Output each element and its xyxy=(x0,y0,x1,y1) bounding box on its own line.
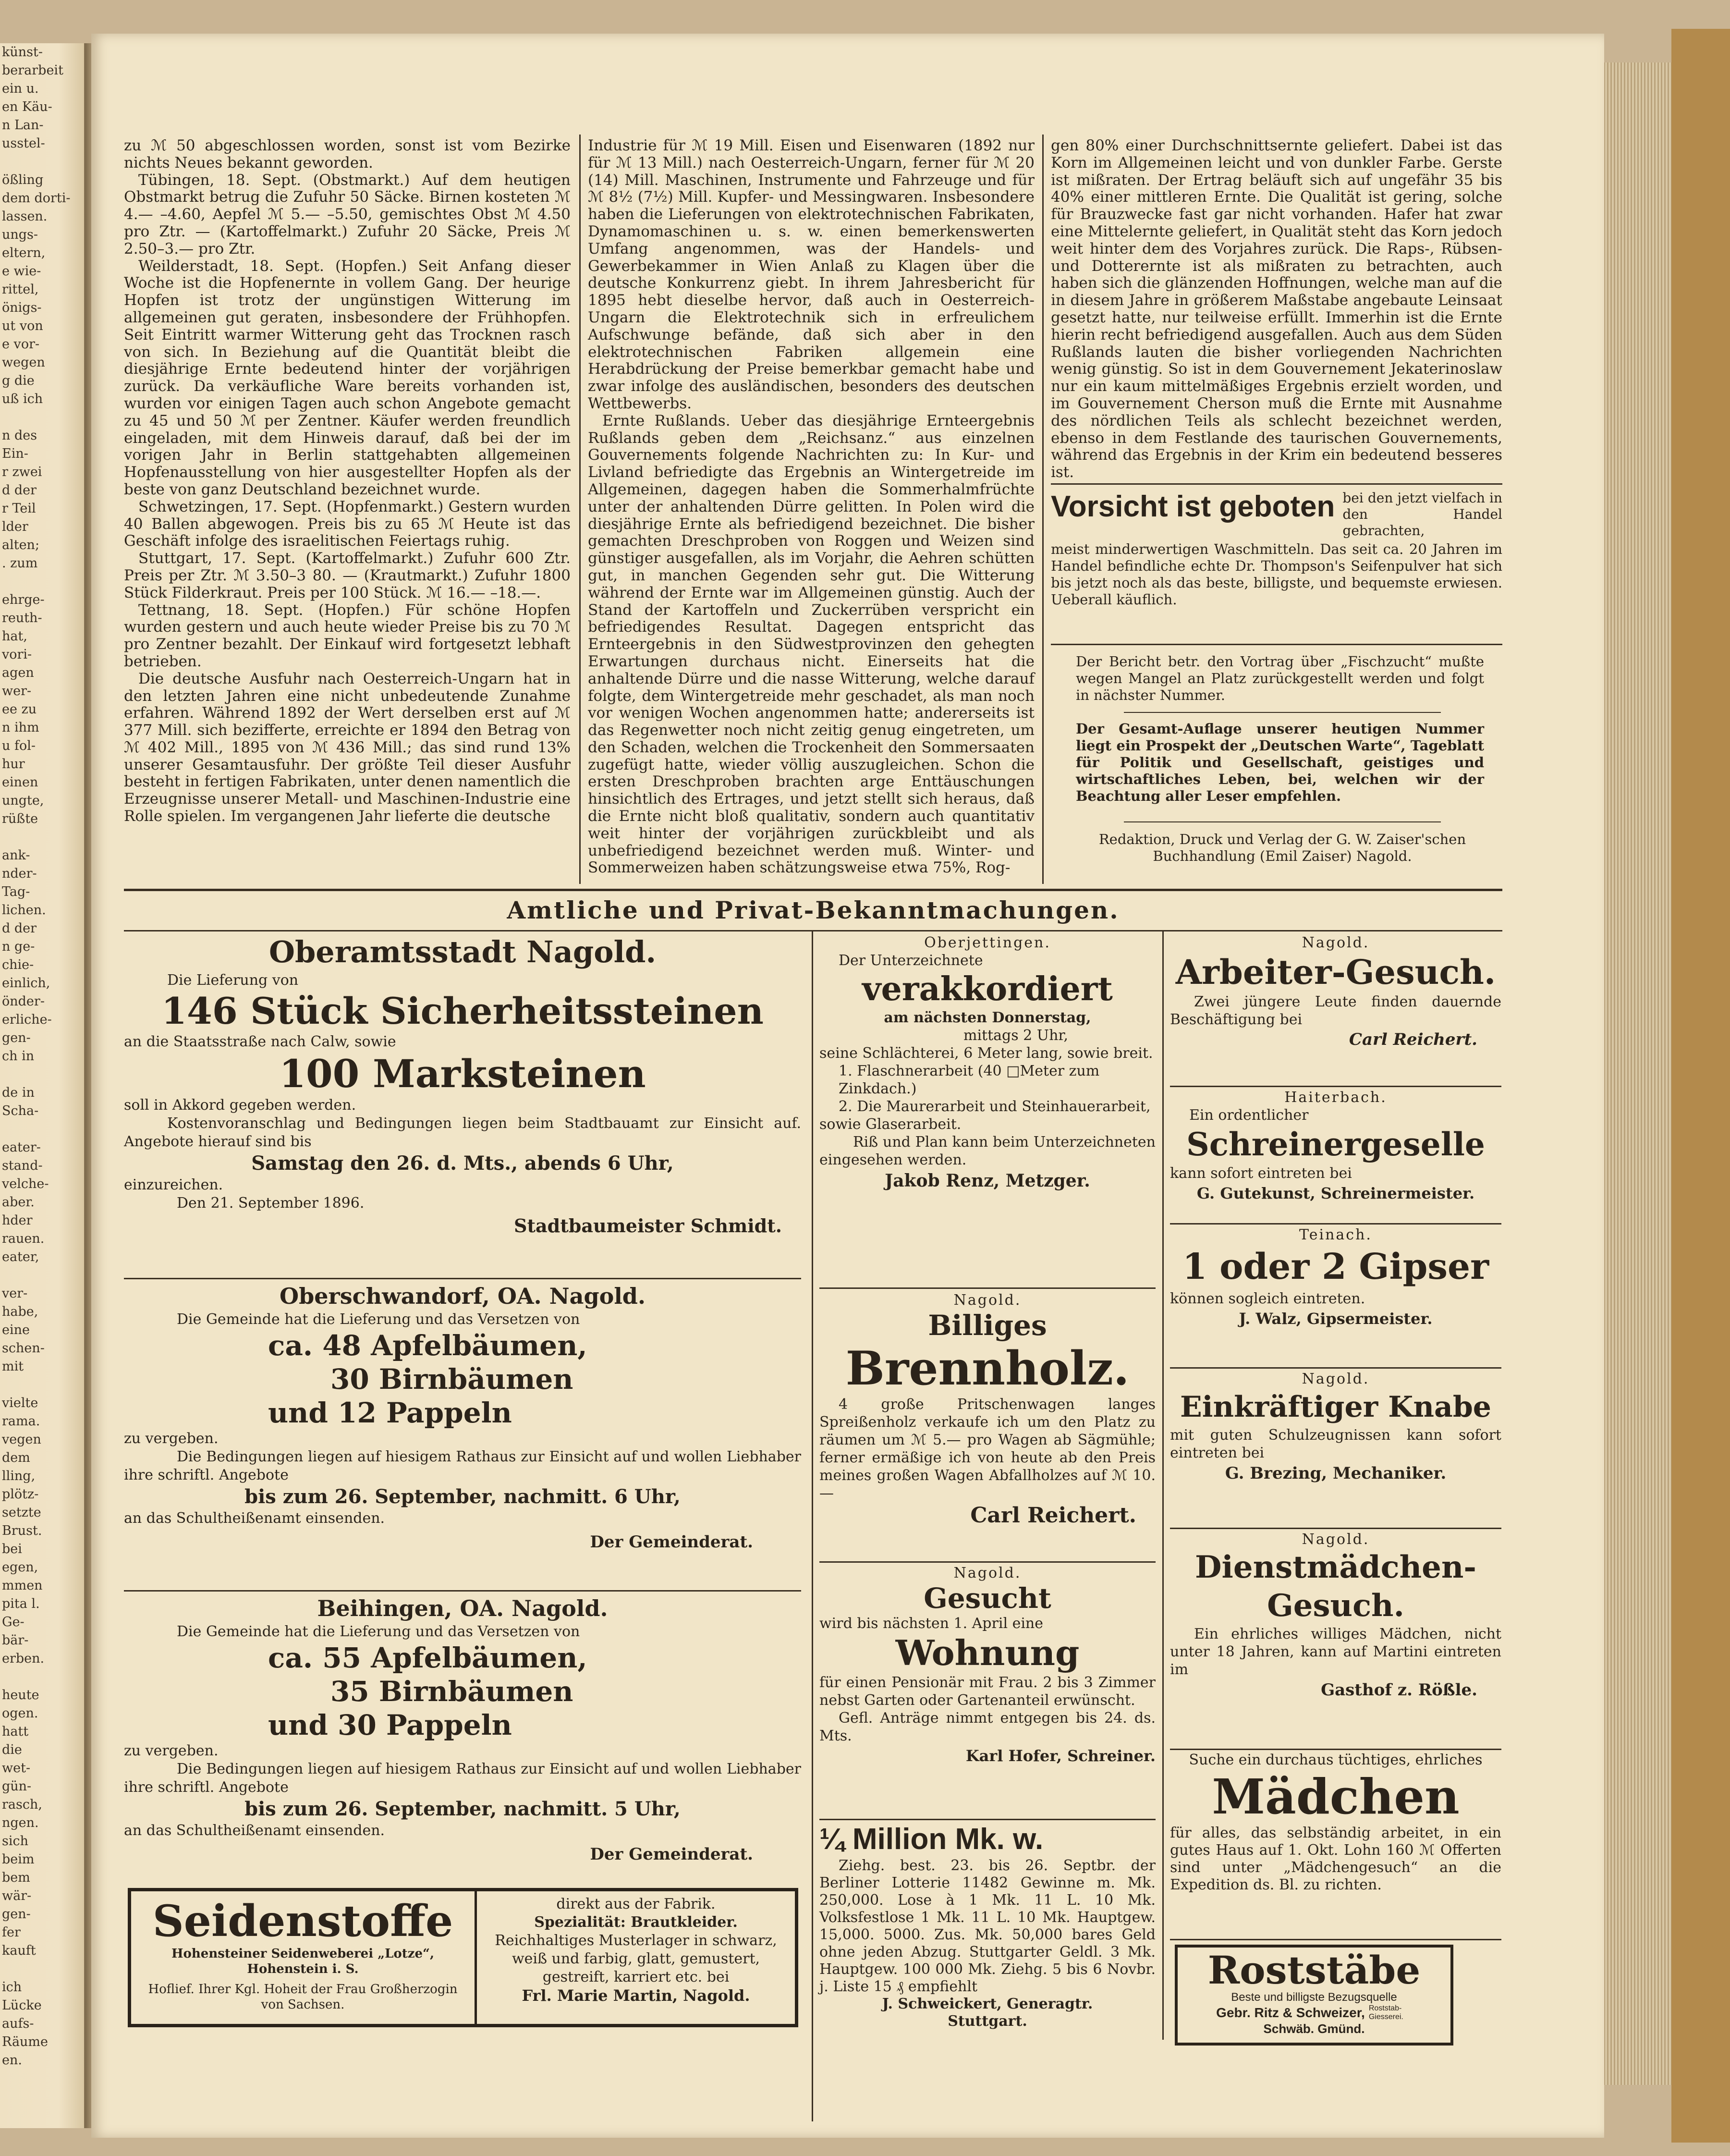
left-page-text-fragment: ee zu xyxy=(2,702,37,717)
ad-beihingen xyxy=(124,1594,801,1869)
section-header: Amtliche und Privat-Bekanntmachungen. xyxy=(507,896,1120,924)
ad-line: Die Lieferung von xyxy=(167,972,299,989)
left-page-text-fragment: eltern, xyxy=(2,245,46,260)
divider xyxy=(1051,644,1502,645)
left-page-text-fragment: beim xyxy=(2,1852,35,1867)
ad-brennholz xyxy=(819,1291,1156,1529)
ad-body: 4 große Pritschenwagen langes Spreißenholz verkaufe ich um den Platz zu räumen um ℳ 5.— pro Wagen ab Sägmühle; ferner ermäßige ich von heute ab den Preis meines großen Wagen Abfallholzes auf ℳ 10.— xyxy=(819,1396,1156,1502)
ad-line: mittags 2 Uhr, xyxy=(963,1027,1068,1044)
ad-line: zu vergeben. xyxy=(124,1742,219,1759)
ad-line: Spezialität: Brautkleider. xyxy=(534,1914,738,1931)
ad-signature: Karl Hofer, Schreiner. xyxy=(965,1747,1156,1765)
ad-place: Oberjettingen. xyxy=(924,934,1051,951)
left-page-text-fragment: gen- xyxy=(2,1030,31,1045)
divider xyxy=(1124,712,1441,713)
ad-dienstmaedchen xyxy=(1170,1531,1501,1702)
ad-line: Roststab-Giesserei. xyxy=(1368,2004,1403,2021)
left-page-text-fragment: erliche- xyxy=(2,1012,52,1027)
vorsicht-side-text: bei den jetzt vielfach in den Handel gebrachten, xyxy=(1342,490,1502,539)
left-page-text-fragment: habe, xyxy=(2,1304,38,1319)
left-page-text-fragment: Räume xyxy=(2,2034,49,2049)
ad-line: an die Staatsstraße nach Calw, sowie xyxy=(124,1033,396,1050)
ad-signature: J. Schweickert, Generagtr. xyxy=(882,1996,1093,2012)
ad-line: einzureichen. xyxy=(124,1176,223,1193)
ad-oberjettingen xyxy=(819,934,1156,1193)
left-page-text-fragment: nder- xyxy=(2,866,37,881)
left-page-text-fragment: Tag- xyxy=(2,884,30,899)
left-page-text-fragment: eine xyxy=(2,1323,30,1337)
left-page-text-fragment: rittel, xyxy=(2,282,39,297)
left-page-text-fragment: bär- xyxy=(2,1633,29,1648)
article-paragraph: zu ℳ 50 abgeschlossen worden, sonst ist vom Bezirke nichts Neues bekannt geworden. xyxy=(124,137,571,172)
left-page-text-fragment: hat, xyxy=(2,629,27,644)
ad-line: sowie Glaserarbeit. xyxy=(819,1116,962,1133)
ad-line: Frl. Marie Martin, Nagold. xyxy=(522,1986,750,2005)
ad-headline: Wohnung xyxy=(895,1632,1080,1673)
left-page-text-fragment: de in xyxy=(2,1085,35,1100)
left-page-text-fragment xyxy=(0,1120,84,1139)
left-page-text-fragment: wär- xyxy=(2,1888,32,1903)
left-page-text-fragment: lassen. xyxy=(2,209,48,224)
article-paragraph: gen 80% einer Durchschnittsernte geliefert. Dabei ist das Korn im Allgemeinen leicht und von dunkler Farbe. Gerste ist mißraten. Der Ertrag beläuft sich auf ungefähr 35 bis 40% einer mittleren Ernte. Die Qualität ist gering, solche für Brauzwecke fast gar nicht vorhanden. Hafer hat zwar eine Mittelernte geliefert, in Qualität steht das Korn jedoch weit hinter dem des Vorjahres zurück. Die Raps-, Rübsen- und Dotterernte ist als mißraten zu betrachten, auch haben sich die glänzenden Hoffnungen, welche man auf die in diesem Jahre in größerem Maßstabe angebaute Leinsaat gesetzt hatte, nur teilweise erfüllt. Immerhin ist die Ernte hierin recht befriedigend ausgefallen. Auch aus dem Süden Rußlands lauten die bisher vorliegenden Nachrichten wenig günstig. So ist in dem Gouvernement Jekaterinoslaw nur ein kaum mittelmäßiges Ergebnis erzielt worden, und im Gouvernement Cherson muß die Ernte mit Ausnahme des nördlichen Teils als schlecht bezeichnet werden, ebenso in dem Festlande des taurischen Gouvernements, während das Ergebnis in der Krim ein bedeutend besseres ist. xyxy=(1051,137,1502,481)
ad-deadline: bis zum 26. September, nachmitt. 5 Uhr, xyxy=(244,1798,681,1820)
left-page-text-fragment: vori- xyxy=(2,647,32,662)
ad-signature: G. Brezing, Mechaniker. xyxy=(1225,1464,1447,1483)
ad-divider xyxy=(1170,1367,1501,1369)
left-page-text-fragment: e wie- xyxy=(2,264,41,279)
ad-place: Nagold. xyxy=(953,1565,1022,1581)
left-page-text-fragment: n ge- xyxy=(2,939,35,954)
ad-line: an das Schultheißenamt einsenden. xyxy=(124,1510,385,1527)
left-page-text-fragment xyxy=(0,1376,84,1394)
ad-line: soll in Akkord gegeben werden. xyxy=(124,1097,356,1114)
ad-divider xyxy=(1170,1223,1501,1225)
ad-title: Gesuch. xyxy=(1267,1588,1404,1624)
ad-headline: und 30 Pappeln xyxy=(268,1709,512,1741)
ad-line: direkt aus der Fabrik. xyxy=(556,1896,716,1912)
prospekt-notice: Der Gesamt-Auflage unserer heutigen Nummer liegt ein Prospekt der „Deutschen Warte“, Tageblatt für Politik und Gesellschaft, geistiges und wirtschaftliches Leben, bei, welchen wir der Beachtung aller Leser empfehlen. xyxy=(1076,721,1484,804)
left-page-text-fragment: Lücke xyxy=(2,1998,42,2013)
ad-line: Gebr. Ritz & Schweizer, xyxy=(1216,2005,1365,2020)
left-page-text-fragment: en. xyxy=(2,2053,22,2068)
ad-maedchen xyxy=(1170,1752,1501,1894)
ad-line: Riß und Plan kann beim Unterzeichneten eingesehen werden. xyxy=(819,1134,1156,1168)
ad-title: Billiges xyxy=(928,1309,1047,1342)
ad-line: Ein ordentlicher xyxy=(1189,1107,1309,1124)
text-column-3 xyxy=(1051,137,1502,481)
column-divider xyxy=(1042,135,1044,884)
left-page-text-fragment: dem xyxy=(2,1450,30,1465)
left-page-text-fragment: d der xyxy=(2,483,37,498)
left-page-text-fragment: eater- xyxy=(2,1140,41,1155)
left-page-fragment xyxy=(0,43,84,2128)
left-page-text-fragment: eater, xyxy=(2,1250,39,1264)
ads-divider xyxy=(1162,930,1164,2040)
left-page-text-fragment: d der xyxy=(2,921,37,936)
left-page-text-fragment: künst- xyxy=(2,45,43,60)
ad-signature: Gasthof z. Rößle. xyxy=(1321,1680,1477,1700)
left-page-text-fragment: wer- xyxy=(2,684,32,698)
left-page-text-fragment: n des xyxy=(2,428,37,443)
left-page-text-fragment: n Lan- xyxy=(2,118,44,133)
ad-place: Nagold. xyxy=(1302,1371,1370,1387)
ad-deadline: Samstag den 26. d. Mts., abends 6 Uhr, xyxy=(251,1152,674,1175)
left-page-text-fragment: vegen xyxy=(2,1432,41,1447)
ad-signature: Der Gemeinderat. xyxy=(590,1845,753,1864)
article-paragraph: Ernte Rußlands. Ueber das diesjährige Ernteergebnis Rußlands geben dem „Reichsanz.“ aus einzelnen Gouvernements folgende Nachrichten zu: In Kur- und Livland befriedigte das Ergebnis an Wintergetreide im Allgemeinen, dagegen haben die Sommerhalmfrüchte unter der anhaltenden Dürre gelitten. In Polen wird die diesjährige Ernte als befriedigend bezeichnet. Die bisher gemachten Dreschproben von Roggen und Weizen sind günstiger ausgefallen, als im Vorjahr, die Aehren schütten gut, in manchen Gegenden sehr gut. Die Witterung während der Ernte war im Allgemeinen günstig. Auch der Stand der Kartoffeln und Zuckerrüben verspricht ein befriedigendes Resultat. Dagegen entspricht das Ernteergebnis in den Südwestprovinzen den gehegten Erwartungen durchaus nicht. Einerseits hat die anhaltende Dürre und die nasse Witterung, welche darauf folgte, dem Wintergetreide mehr geschadet, als man noch vor wenigen Wochen angenommen hatte; andererseits ist das Regenwetter noch nicht zeitig genug eingetreten, um den Schaden, welchen die Trockenheit den Sommersaaten zugefügt hatte, wieder völlig auszugleichen. Schon die ersten Dreschproben brachten arge Enttäuschungen hinsichtlich des Ertrages, und jetzt stellt sich heraus, daß die Ernte nicht bloß qualitativ, sondern auch quantitativ weit hinter der vorjährigen zurückbleibt und als unbefriedigend bezeichnet werden muß. Winter- und Sommerweizen haben schätzungsweise etwa 75%, Rog- xyxy=(588,412,1035,877)
left-page-text-fragment: ich xyxy=(2,1980,22,1995)
vorsicht-notice xyxy=(1051,490,1502,608)
ad-line: an das Schultheißenamt einsenden. xyxy=(124,1822,385,1839)
ad-list-item: 1. Flaschnerarbeit (40 □Meter zum Zinkdach.) xyxy=(839,1063,1100,1097)
ad-title: Beihingen, OA. Nagold. xyxy=(317,1595,608,1621)
ad-line: Hohensteiner Seidenweberei „Lotze“, xyxy=(171,1947,435,1961)
article-paragraph: Stuttgart, 17. Sept. (Kartoffelmarkt.) Zufuhr 600 Ztr. Preis per Ztr. ℳ 3.50–3 80. — (Krautmarkt.) Zufuhr 1800 Stück Filderkraut. Preis per 100 Stück. ℳ 16.— –18.—. xyxy=(124,550,571,601)
left-page-text-fragment: gün- xyxy=(2,1779,32,1794)
ad-signature: J. Walz, Gipsermeister. xyxy=(1239,1310,1433,1328)
ad-body: Ziehg. best. 23. bis 26. Septbr. der Berliner Lotterie 11482 Gewinne m. Mk. 250,000. Lose à 1 Mk. 11 L. 10 Mk. Volksfestlose 1 Mk. 11 L. 10 Mk. Hauptgew. 15,000. 5000. Zus. Mk. 50,000 bares Geld ohne jeden Abzug. Stuttgarter Geldl. 3 Mk. Hauptgew. 100 000 Mk. Ziehg. 5 bis 6 Novbr. j. Liste 15 ₰ empfiehlt xyxy=(819,1857,1156,1995)
left-page-text-fragment: ogen. xyxy=(2,1706,38,1721)
left-page-text-fragment: Scha- xyxy=(2,1103,39,1118)
ad-headline: und 12 Pappeln xyxy=(268,1396,512,1429)
article-paragraph: Tettnang, 18. Sept. (Hopfen.) Für schöne Hopfen wurden gestern und auch heute wieder Preise bis zu 70 ℳ pro Zentner bezahlt. Der Einkauf wird fortgesetzt lebhaft betrieben. xyxy=(124,601,571,670)
ad-divider xyxy=(1170,1749,1501,1750)
left-page-text-fragment: lder xyxy=(2,519,28,534)
left-page-text-fragment: setzte xyxy=(2,1505,41,1520)
article-paragraph: Tübingen, 18. Sept. (Obstmarkt.) Auf dem heutigen Obstmarkt betrug die Zufuhr 50 Säcke. Birnen kosteten ℳ 4.— –4.60, Aepfel ℳ 5.— –5.50, gemischtes Obst ℳ 4.50 pro Ztr. — (Kartoffelmarkt.) Zufuhr 20 Säcke, Preis ℳ 2.50–3.— pro Ztr. xyxy=(124,171,571,257)
ad-date: Den 21. September 1896. xyxy=(177,1195,365,1212)
left-page-text-fragment xyxy=(0,573,84,591)
ad-line: Beste und billigste Bezugsquelle xyxy=(1231,1991,1397,2004)
left-page-text-fragment: lling, xyxy=(2,1469,36,1483)
ad-schreiner xyxy=(1170,1089,1501,1204)
left-page-text-fragment: önigs- xyxy=(2,300,42,315)
left-page-text-fragment: berarbeit xyxy=(2,63,63,78)
ad-gipser xyxy=(1170,1226,1501,1330)
ad-title: Roststäbe xyxy=(1207,1948,1421,1993)
ad-place: Nagold. xyxy=(1302,934,1370,951)
ad-signature: Stuttgart. xyxy=(948,2013,1027,2030)
ad-divider xyxy=(1170,1528,1501,1529)
left-page-text-fragment: heute xyxy=(2,1688,39,1703)
left-page-text-fragment: ungs- xyxy=(2,227,38,242)
left-page-text-fragment: schen- xyxy=(2,1341,45,1356)
left-page-text-fragment: einlich, xyxy=(2,976,50,991)
ad-body: für einen Pensionär mit Frau. 2 bis 3 Zimmer nebst Garten oder Gartenanteil erwünscht. xyxy=(819,1674,1156,1709)
ad-signature: Stadtbaumeister Schmidt. xyxy=(514,1215,782,1237)
left-page-text-fragment: wet- xyxy=(2,1761,31,1776)
ad-title: Schreinergeselle xyxy=(1186,1126,1485,1163)
left-page-text-fragment: aufs- xyxy=(2,2016,34,2031)
left-page-text-fragment: rauen. xyxy=(2,1231,45,1246)
ad-line: Hohenstein i. S. xyxy=(247,1962,359,1976)
divider xyxy=(1124,821,1441,822)
left-page-text-fragment: e vor- xyxy=(2,337,40,352)
left-page-text-fragment: Ge- xyxy=(2,1615,24,1629)
ad-line: Hoflief. Ihrer Kgl. Hoheit der Frau Großherzogin von Sachsen. xyxy=(148,1982,458,2012)
ad-line: Der Unterzeichnete xyxy=(839,952,983,969)
left-page-text-fragment: alten; xyxy=(2,538,40,552)
left-page-text-fragment: n ihm xyxy=(2,720,39,735)
left-page-text-fragment: hder xyxy=(2,1213,33,1228)
ad-divider xyxy=(124,1590,801,1592)
ad-title: 1 oder 2 Gipser xyxy=(1182,1246,1489,1287)
ad-body: für alles, das selbständig arbeitet, in ein gutes Haus auf 1. Okt. Lohn 160 ℳ Offerten sind unter „Mädchengesuch“ an die Expedition ds. Bl. zu richten. xyxy=(1170,1825,1501,1893)
ad-headline: ca. 55 Apfelbäumen, xyxy=(268,1642,587,1674)
left-page-text-fragment: ver- xyxy=(2,1286,28,1301)
left-page-text-fragment: Ein- xyxy=(2,446,28,461)
ad-title: verakkordiert xyxy=(862,970,1113,1008)
ad-line: Reichhaltiges Musterlager in schwarz, weiß und farbig, glatt, gemustert, gestreift, karriert etc. bei xyxy=(495,1932,777,1985)
ad-line: am nächsten Donnerstag, xyxy=(884,1009,1091,1026)
left-page-text-fragment: ut von xyxy=(2,318,43,333)
left-page-text-fragment: rüßte xyxy=(2,811,38,826)
ad-signature: Jakob Renz, Metzger. xyxy=(885,1171,1090,1191)
ad-title: Arbeiter-Gesuch. xyxy=(1175,952,1496,992)
article-paragraph: Industrie für ℳ 19 Mill. Eisen und Eisenwaren (1892 nur für ℳ 13 Mill.) nach Oesterreich-Ungarn, ferner für ℳ 20 (14) Mill. Maschinen, Instrumente und Fahrzeuge und für ℳ 8½ (7½) Mill. Kupfer- und Messingwaren. Insbesondere haben die Lieferungen von elektrotechnischen Fabrikaten, Dynamomaschinen u. s. w. einen bemerkenswerten Umfang angenommen, was der Handels- und Gewerbekammer in Wien Anlaß zu Klagen über die deutsche Konkurrenz giebt. In ihrem Jahresbericht für 1895 hebt dieselbe hervor, daß auch in Oesterreich-Ungarn die Elektrotechnik sich in erfreulichem Aufschwunge befände, daß sich aber in den elektrotechnischen Fabriken allgemein eine Herabdrückung der Preise bemerkbar gemacht habe und zwar infolge des ausländischen, besonders des deutschen Wettbewerbs. xyxy=(588,137,1035,412)
ad-divider xyxy=(1170,1939,1501,1940)
left-page-text-fragment: usstel- xyxy=(2,136,45,151)
left-page-text-fragment xyxy=(0,153,84,171)
ad-divider xyxy=(819,1287,1156,1289)
left-page-text-fragment: mit xyxy=(2,1359,24,1374)
ad-signature: Carl Reichert. xyxy=(1349,1030,1477,1049)
ad-title: Gesucht xyxy=(924,1582,1051,1615)
left-page-text-fragment: stand- xyxy=(2,1158,43,1173)
left-page-text-fragment: ein u. xyxy=(2,81,39,96)
left-page-text-fragment: ehrge- xyxy=(2,592,45,607)
article-paragraph: Die deutsche Ausfuhr nach Oesterreich-Ungarn hat in den letzten Jahren eine nicht unbedeutende Zunahme erfahren. Während 1892 der Wert derselben erst auf ℳ 377 Mill. sich bezifferte, erreichte er 1894 den Betrag von ℳ 402 Mill., 1895 von ℳ 436 Mill.; das sind rund 13% unserer Gesamtausfuhr. Der größte Teil dieser Ausfuhr besteht in fertigen Fabrikaten, unter denen namentlich die Erzeugnisse unserer Metall- und Maschinen-Industrie eine Rolle spielen. Im vergangenen Jahr lieferte die deutsche xyxy=(124,670,571,825)
left-page-text-fragment: ch in xyxy=(2,1049,35,1064)
ad-line: seine Schlächterei, 6 Meter lang, sowie breit. xyxy=(819,1045,1153,1062)
divider xyxy=(1051,483,1502,485)
ad-place: Nagold. xyxy=(1302,1531,1370,1548)
ad-deadline: bis zum 26. September, nachmitt. 6 Uhr, xyxy=(244,1485,681,1508)
ad-headline: 35 Birnbäumen xyxy=(330,1675,573,1708)
ad-divider xyxy=(1170,1086,1501,1087)
left-page-text-fragment: kauft xyxy=(2,1943,36,1958)
left-page-text-fragment: u fol- xyxy=(2,738,36,753)
vorsicht-heading: Vorsicht ist geboten xyxy=(1051,490,1335,523)
left-page-text-fragment: ößling xyxy=(2,172,44,187)
ad-wohnung xyxy=(819,1564,1156,1767)
ad-title: Einkräftiger Knabe xyxy=(1180,1390,1491,1424)
ad-oberamtsstadt xyxy=(124,933,801,1239)
ad-body: Zwei jüngere Leute finden dauernde Beschäftigung bei xyxy=(1170,993,1501,1028)
left-page-text-fragment: lichen. xyxy=(2,903,46,918)
left-page-text-fragment: rasch, xyxy=(2,1797,42,1812)
left-page-text-fragment: reuth- xyxy=(2,611,42,625)
ad-knabe xyxy=(1170,1370,1501,1485)
ad-list-item: 2. Die Maurerarbeit und Steinhauerarbeit, xyxy=(839,1098,1151,1115)
left-page-text-fragment: önder- xyxy=(2,994,45,1009)
ad-headline: 30 Birnbäumen xyxy=(330,1363,573,1396)
left-page-text-fragment: g die xyxy=(2,373,35,388)
left-page-text-fragment: aber. xyxy=(2,1195,35,1210)
left-page-text-fragment: rama. xyxy=(2,1414,40,1429)
left-page-text-fragment: ungte, xyxy=(2,793,44,808)
ad-oberschwandorf xyxy=(124,1282,801,1556)
left-page-text-fragment: bem xyxy=(2,1870,30,1885)
ad-line: Kostenvoranschlag und Bedingungen liegen beim Stadtbauamt zur Einsicht auf. Angebote hierauf sind bis xyxy=(124,1115,801,1150)
section-rule-top xyxy=(124,889,1502,891)
left-page-text-fragment: en Käu- xyxy=(2,99,52,114)
impressum: Redaktion, Druck und Verlag der G. W. Zaiser'schen Buchhandlung (Emil Zaiser) Nagold. xyxy=(1098,831,1466,864)
left-page-text-fragment: r Teil xyxy=(2,501,36,516)
left-page-text-fragment: egen, xyxy=(2,1560,38,1575)
left-page-text-fragment: ank- xyxy=(2,848,30,863)
left-page-text-fragment: einen xyxy=(2,775,38,790)
left-page-text-fragment: die xyxy=(2,1742,22,1757)
ad-place: Teinach. xyxy=(1299,1226,1372,1243)
left-page-text-fragment: velche- xyxy=(2,1176,49,1191)
left-page-text-fragment: agen xyxy=(2,665,34,680)
left-page-text-fragment xyxy=(0,1066,84,1084)
ad-line: wird bis nächsten 1. April eine xyxy=(819,1615,1043,1632)
ad-line: Die Bedingungen liegen auf hiesigem Rathaus zur Einsicht auf und wollen Liebhaber ihre schriftl. Angebote xyxy=(124,1448,801,1483)
ad-line: Die Gemeinde hat die Lieferung und das Versetzen von xyxy=(177,1311,580,1328)
article-paragraph: Weilderstadt, 18. Sept. (Hopfen.) Seit Anfang dieser Woche ist die Hopfenernte in vollem Gang. Der heurige Hopfen ist trotz der ungünstigen Witterung im allgemeinen gut geraten, insbesondere der Frühhopfen. Seit Eintritt warmer Witterung geht das Trocknen rasch von sich. In Beziehung auf die Quantität bleibt die diesjährige Ernte bedeutend hinter der vorjährigen zurück. Da verkäufliche Ware bereits vorhanden ist, wurden vor einigen Tagen auch schon Angebote gemacht zu 45 und 50 ℳ per Zentner. Käufer werden freundlich eingeladen, mit dem Hinweis darauf, daß bei der im vorigen Jahr in Berlin stattgehabten allgemeinen Hopfenausstellung von hier ausgestellter Hopfen als der beste von ganz Deutschland bezeichnet wurde. xyxy=(124,257,571,498)
ad-signature: G. Gutekunst, Schreinermeister. xyxy=(1196,1184,1475,1202)
left-page-text-fragment xyxy=(0,1960,84,1978)
newspaper-page xyxy=(91,34,1604,2138)
ad-line: Gefl. Anträge nimmt entgegen bis 24. ds. Mts. xyxy=(819,1710,1156,1744)
left-page-text-fragment: mmen xyxy=(2,1578,43,1593)
ad-line: Die Gemeinde hat die Lieferung und das Versetzen von xyxy=(177,1623,580,1640)
article-paragraph: Schwetzingen, 17. Sept. (Hopfenmarkt.) Gestern wurden 40 Ballen abgewogen. Preis bis zu 65 ℳ Heute ist das Geschäft infolge des israelitischen Feiertags ruhig. xyxy=(124,498,571,550)
text-column-2 xyxy=(588,137,1035,877)
column-divider xyxy=(579,135,581,884)
left-page-text-fragment: ngen. xyxy=(2,1815,39,1830)
section-rule-bottom xyxy=(124,930,1502,931)
left-page-text-fragment: sich xyxy=(2,1834,29,1849)
ad-line: Schwäb. Gmünd. xyxy=(1263,2021,1365,2036)
ad-line: Suche ein durchaus tüchtiges, ehrliches xyxy=(1189,1752,1483,1768)
left-page-text-fragment: pita l. xyxy=(2,1596,40,1611)
left-page-text-fragment: r zwei xyxy=(2,465,42,479)
left-page-text-fragment: wegen xyxy=(2,355,45,370)
ads-divider xyxy=(812,930,813,2121)
left-page-text-fragment xyxy=(0,828,84,846)
left-page-text-fragment xyxy=(0,408,84,427)
text-column-1 xyxy=(124,137,571,825)
left-page-text-fragment: chie- xyxy=(2,957,34,972)
left-page-text-fragment: hatt xyxy=(2,1724,29,1739)
ad-divider xyxy=(819,1561,1156,1563)
vorsicht-body: meist minderwertigen Waschmitteln. Das seit ca. 20 Jahren im Handel befindliche echte Dr. Thompson's Seifenpulver hat sich bis jetzt noch als das beste, billigste, und bequemste erwiesen. Ueberall käuflich. xyxy=(1051,541,1502,608)
ad-line: Die Bedingungen liegen auf hiesigem Rathaus zur Einsicht auf und wollen Liebhaber ihre schriftl. Angebote xyxy=(124,1761,801,1796)
ad-divider xyxy=(819,1819,1156,1820)
ad-arbeiter xyxy=(1170,934,1501,1051)
ad-divider xyxy=(124,1278,801,1279)
ad-headline: 146 Stück Sicherheitssteinen xyxy=(161,990,764,1032)
left-page-text-fragment: uß ich xyxy=(2,392,43,406)
left-page-text-fragment: vielte xyxy=(2,1396,38,1410)
ad-title: Seidenstoffe xyxy=(152,1896,453,1947)
left-page-text-fragment: . zum xyxy=(2,556,38,571)
ad-title: ¼ Million Mk. w. xyxy=(819,1823,1044,1856)
ad-headline: 100 Marksteinen xyxy=(279,1051,646,1096)
ad-body: Ein ehrliches williges Mädchen, nicht unter 18 Jahren, kann auf Martini eintreten im xyxy=(1170,1626,1501,1678)
left-page-text-fragment xyxy=(0,1266,84,1285)
left-page-text-fragment xyxy=(0,1668,84,1686)
ad-title: Mädchen xyxy=(1212,1768,1460,1825)
left-page-text-fragment: erben. xyxy=(2,1651,45,1666)
ad-signature: Der Gemeinderat. xyxy=(590,1532,753,1552)
ad-signature: Carl Reichert. xyxy=(970,1503,1136,1528)
ad-seidenstoffe xyxy=(128,1888,798,2027)
left-page-text-fragment: fer xyxy=(2,1925,21,1940)
ad-roststaebe xyxy=(1175,1945,1453,2046)
left-page-text-fragment: dem dorti- xyxy=(2,191,71,206)
left-page-text-fragment: gen- xyxy=(2,1907,31,1922)
ad-line: zu vergeben. xyxy=(124,1430,219,1447)
ad-lotterie xyxy=(819,1822,1156,2030)
ad-headline: Brennholz. xyxy=(845,1341,1130,1396)
left-page-text-fragment: plötz- xyxy=(2,1487,39,1502)
ad-place: Nagold. xyxy=(953,1292,1022,1309)
book-cover xyxy=(1671,29,1730,2143)
ad-line: mit guten Schulzeugnissen kann sofort eintreten bei xyxy=(1170,1427,1501,1461)
ad-place: Haiterbach. xyxy=(1284,1089,1387,1106)
ad-title: Oberschwandorf, OA. Nagold. xyxy=(280,1283,646,1309)
ad-line: können sogleich eintreten. xyxy=(1170,1290,1365,1307)
left-page-text-fragment: hur xyxy=(2,757,25,772)
ad-line: kann sofort eintreten bei xyxy=(1170,1165,1352,1182)
left-page-text-fragment: Brust. xyxy=(2,1523,42,1538)
ad-headline: ca. 48 Apfelbäumen, xyxy=(268,1329,587,1362)
ad-title: Dienstmädchen- xyxy=(1195,1549,1476,1585)
fischzucht-notice: Der Bericht betr. den Vortrag über „Fischzucht“ mußte wegen Mangel an Platz zurückgestellt werden und folgt in nächster Nummer. xyxy=(1076,653,1484,703)
left-page-text-fragment: bei xyxy=(2,1542,22,1556)
ad-title: Oberamtsstadt Nagold. xyxy=(268,934,657,969)
